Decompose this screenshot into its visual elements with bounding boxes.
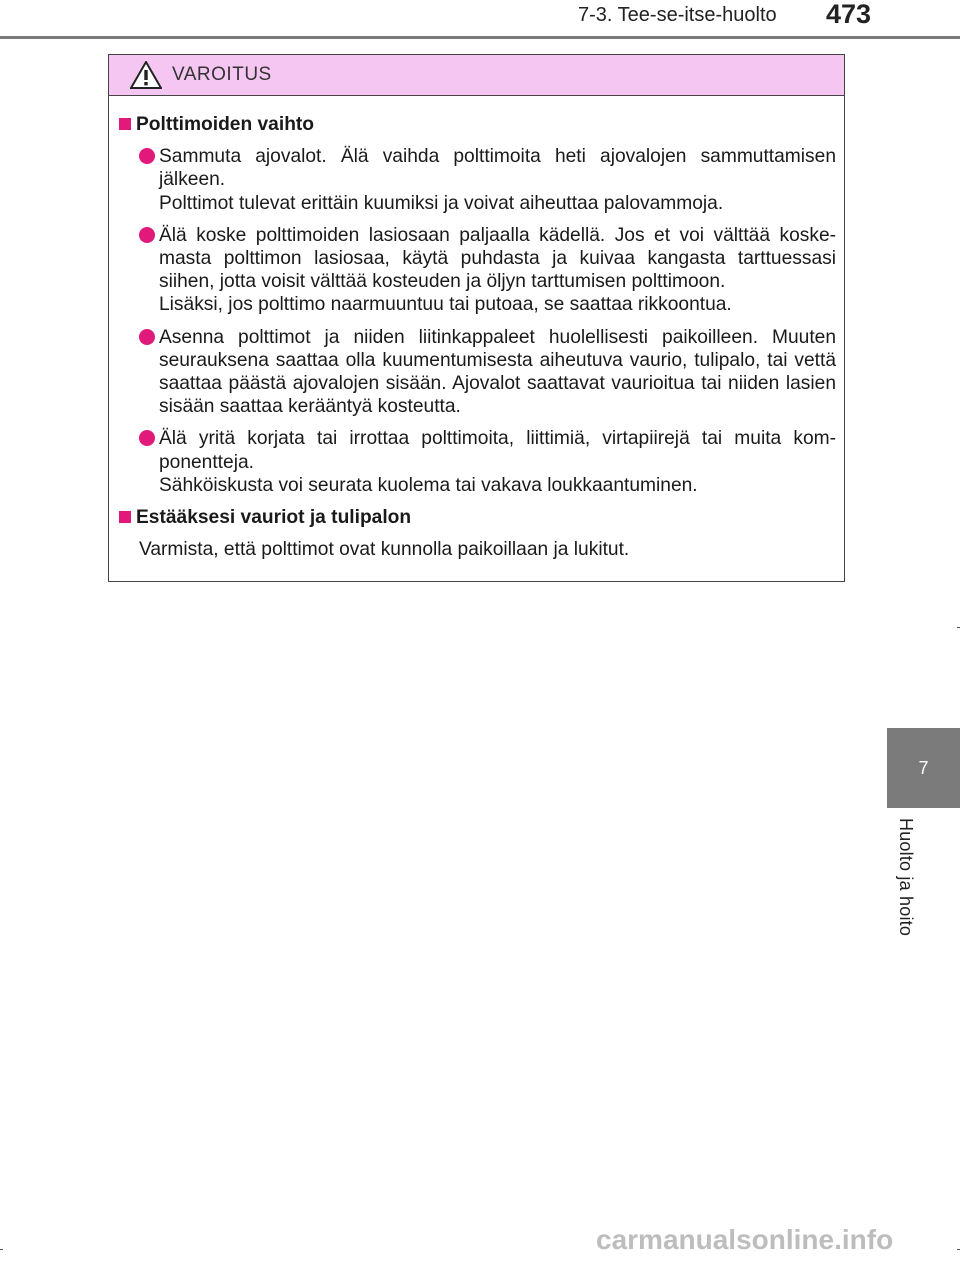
round-bullet-icon: [139, 227, 155, 243]
crop-mark: [0, 1249, 3, 1250]
section-text: Varmista, että polttimot ovat kunnolla paikoillaan ja lukitut.: [139, 539, 630, 561]
list-item: [139, 326, 836, 419]
running-header: 7-3. Tee-se-itse-huolto: [578, 4, 777, 26]
warning-triangle-icon: [130, 61, 162, 89]
square-bullet-icon: [119, 118, 131, 130]
bullet-text: Älä koske polttimoiden lasiosaan paljaalla kädellä. Jos et voi välttää koske-masta polttimon lasiosaa, käytä puhdasta ja kuivaa kangasta tarttuessasi siihen, jotta voisit välttää kosteuden ja öljyn tarttumisen polttimoon.: [159, 224, 836, 293]
section-heading: Polttimoiden vaihto: [119, 113, 836, 136]
bullet-text: Asenna polttimot ja niiden liitinkappaleet huolellisesti paikoilleen. Muuten seurauksena saattaa olla kuumentumisesta aiheutuva vaurio, tulipalo, tai vettä saattaa päästä ajovalojen sisään. Ajovalot saattavat vaurioitua tai niiden lasien sisään saattaa kerääntyä kosteutta.: [159, 326, 836, 418]
chapter-tab: [887, 728, 960, 808]
header-rule: [0, 36, 960, 39]
bullet-text: Älä yritä korjata tai irrottaa polttimoita, liittimiä, virtapiirejä tai muita kom-ponentteja.: [159, 428, 836, 473]
bullet-text: Polttimot tulevat erittäin kuumiksi ja voivat aiheuttaa palovammoja.: [159, 192, 724, 214]
bullet-text: Sähköiskusta voi seurata kuolema tai vakava loukkaantuminen.: [159, 474, 698, 496]
chapter-label: Huolto ja hoito: [896, 818, 916, 937]
list-item: [139, 427, 836, 497]
round-bullet-icon: [139, 148, 155, 164]
chapter-number: 7: [918, 757, 929, 778]
section-heading: Estääksesi vauriot ja tulipalon: [119, 506, 836, 529]
warning-box: [108, 54, 845, 582]
square-bullet-icon: [119, 511, 131, 523]
warning-body: [109, 96, 844, 561]
round-bullet-icon: [139, 430, 155, 446]
page-number: 473: [826, 0, 872, 29]
warning-header: [109, 55, 844, 96]
round-bullet-icon: [139, 329, 155, 345]
list-item: [139, 224, 836, 317]
warning-title: VAROITUS: [172, 64, 272, 85]
bullet-text: Lisäksi, jos polttimo naarmuuntuu tai putoaa, se saattaa rikkoontua.: [159, 294, 732, 316]
list-item: [139, 145, 836, 215]
bullet-text: Sammuta ajovalot. Älä vaihda polttimoita heti ajovalojen sammuttamisen jälkeen.: [159, 146, 836, 191]
watermark: carmanualsonline.info: [596, 1224, 894, 1255]
